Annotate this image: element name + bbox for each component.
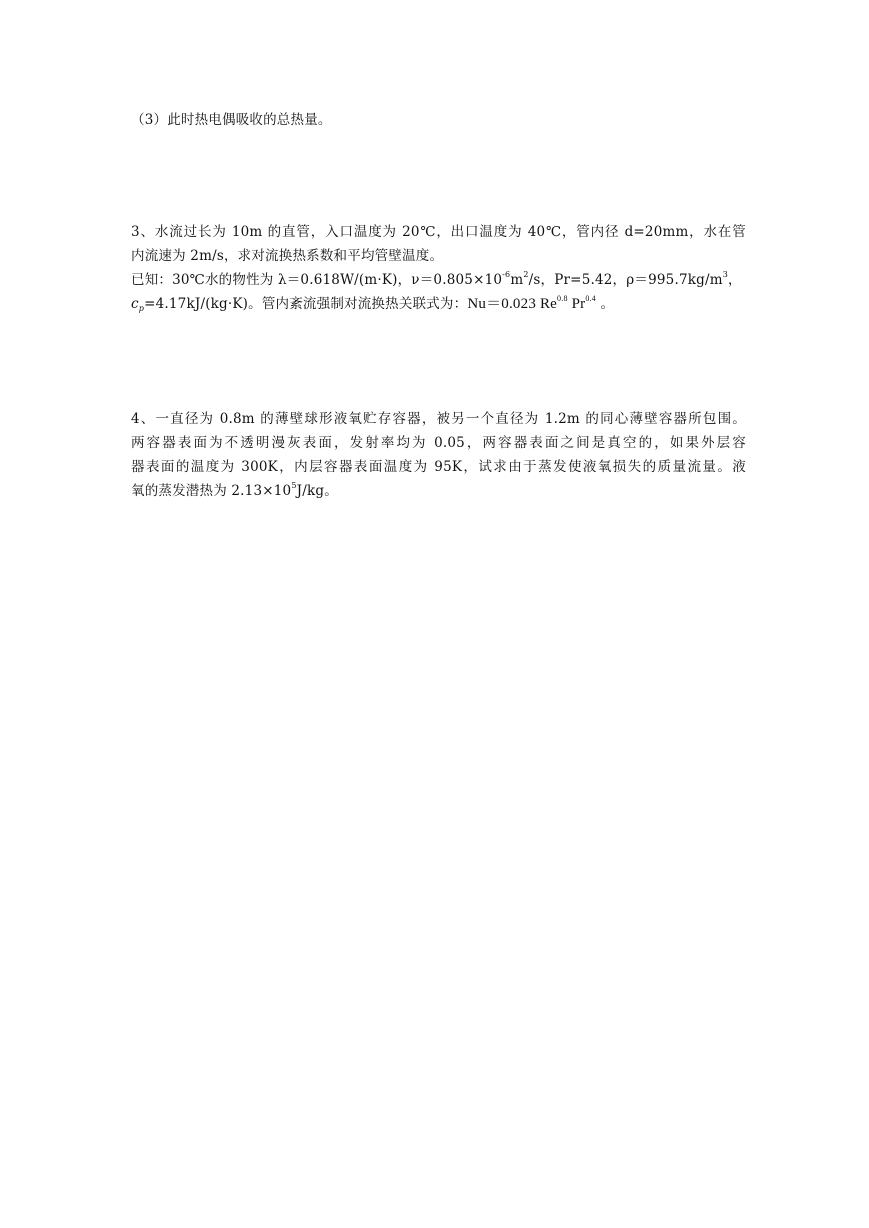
question-3 [131,220,746,316]
question-3-line-4 [131,292,746,316]
question-4-line-2: 两容器表面为不透明漫灰表面，发射率均为 0.05，两容器表面之间是真空的，如果外层容 [131,435,746,451]
latent-heat-text: 氧的蒸发潜热为 2.13×10 [131,483,292,499]
properties-continued-text: /s，Pr=5.42，ρ＝995.7kg/m [528,272,723,288]
question-3-line-2: 内流速为 2m/s，求对流换热系数和平均管壁温度。 [131,248,444,264]
sub-question-3 [131,108,746,132]
question-4-line-1: 4、一直径为 0.8m 的薄壁球形液氧贮存容器，被另一个直径为 1.2m 的同心薄壁容器所包围。 [131,411,746,427]
exponent: 3 [722,270,729,279]
question-3-properties-text: 已知：30℃水的物性为 λ＝0.618W/(m·K)，ν＝0.805×10 [131,272,503,288]
comma-text: ， [728,272,742,288]
exponent: 0.8 [557,294,568,303]
question-3-line-1: 3、水流过长为 10m 的直管，入口温度为 20℃，出口温度为 40℃，管内径 d=20mm，水在管 [131,224,746,240]
correlation-intro-text: =4.17kJ/(kg·K)。管内紊流强制对流换热关联式为： [144,296,468,312]
unit-text: m [510,272,524,288]
exponent: -6 [502,270,511,279]
question-4 [131,407,746,503]
sub-question-3-text: （3）此时热电偶吸收的总热量。 [131,112,332,128]
question-4-line-3: 器表面的温度为 300K，内层容器表面温度为 95K，试求由于蒸发使液氧损失的质量流量。液 [131,459,746,475]
subscript: p [138,304,145,313]
exponent: 5 [291,481,297,490]
cp-symbol: c [131,296,139,312]
exponent: 0.4 [585,294,596,303]
equation-pr: Pr [567,296,586,312]
question-4-line-4 [131,479,746,503]
question-3-line-3 [131,268,746,292]
unit-text: J/kg。 [296,483,338,499]
nusselt-equation [467,296,596,312]
period-text: 。 [595,296,615,312]
equation-nu-re: Nu＝0.023 Re [467,296,558,312]
exponent: 2 [523,270,529,279]
